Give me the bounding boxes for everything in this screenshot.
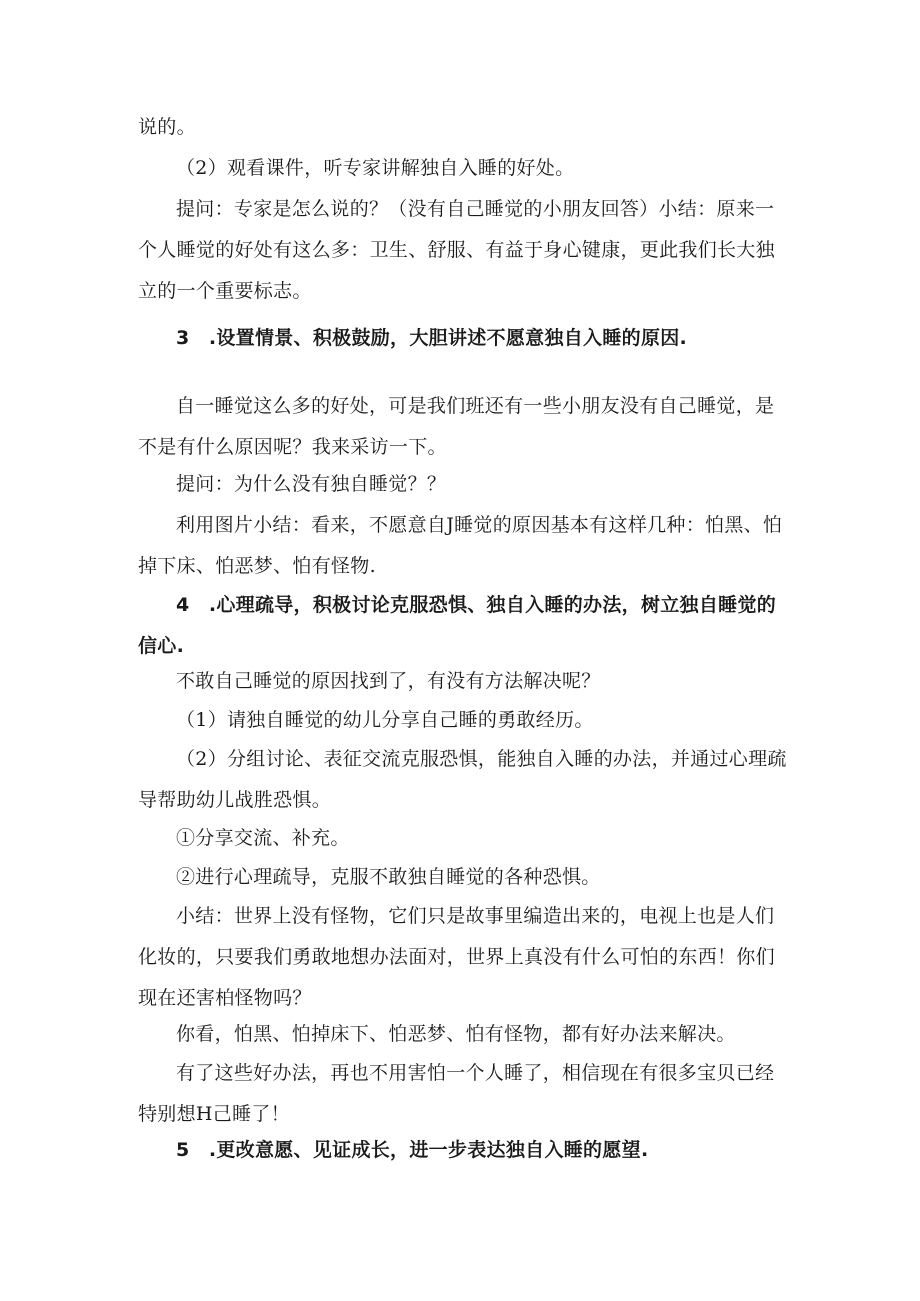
section-heading-3: 3 .设置情景、积极鼓励，大胆讲述不愿意独自入睡的原因.: [176, 327, 688, 349]
paragraph-expert-question: 提问：专家是怎么说的？（没有自己睡觉的小朋友回答）小结：原来一个人睡觉的好处有这么多：卫生、舒服、有益于身心键康，更此我们长大独立的一个重要标志。: [138, 198, 775, 302]
paragraph-question-why: 提问：为什么没有独自睡觉？？: [176, 473, 447, 495]
paragraph-solutions: 你看，怕黑、怕掉床下、怕恶梦、怕有怪物，都有好办法来解决。: [176, 1023, 736, 1045]
paragraph-share-experience: （1）请独自睡觉的幼儿分享自己睡的勇敢经历。: [176, 709, 594, 731]
paragraph-psychological-guidance: ②进行心理疏导，克服不敢独自睡觉的各种恐惧。: [176, 866, 601, 888]
paragraph-sleep-alone-encouragement: 有了这些好办法，再也不用害怕一个人睡了，相信现在有很多宝贝已经特别想H己睡了！: [138, 1062, 775, 1125]
paragraph-continuation: 说的。: [138, 116, 196, 138]
paragraph-sleep-benefits: 自一睡觉这么多的好处，可是我们班还有一些小朋友没有自己睡觉，是不是有什么原因呢？我来采访一下。: [138, 395, 775, 458]
section-heading-4: 4 .心理疏导，积极讨论克服恐惧、独自入睡的办法，树立独自睡觉的信心.: [138, 594, 777, 657]
paragraph-find-solution: 不敢自己睡觉的原因找到了，有没有方法解决呢？: [176, 670, 601, 692]
paragraph-share-supplement: ①分享交流、补充。: [176, 827, 350, 849]
paragraph-watch-courseware: （2）观看课件，听专家讲解独自入睡的好处。: [176, 157, 575, 179]
section-heading-5: 5 .更改意愿、见证成长，进一步表达独自入睡的愿望.: [176, 1139, 649, 1161]
paragraph-no-monsters-summary: 小结：世界上没有怪物，它们只是故事里编造出来的，电视上也是人们化妆的，只要我们勇敢地想办法面对，世界上真没有什么可怕的东西！你们现在还害柏怪物吗？: [138, 905, 775, 1009]
paragraph-picture-summary: 利用图片小结：看来，不愿意自J睡觉的原因基本有这样几种：怕黑、怕掉下床、怕恶梦、怕有怪物.: [138, 514, 783, 577]
paragraph-group-discussion: （2）分组讨论、表征交流克服恐惧，能独自入睡的办法，并通过心理疏导帮助幼儿战胜恐惧。: [138, 748, 787, 811]
